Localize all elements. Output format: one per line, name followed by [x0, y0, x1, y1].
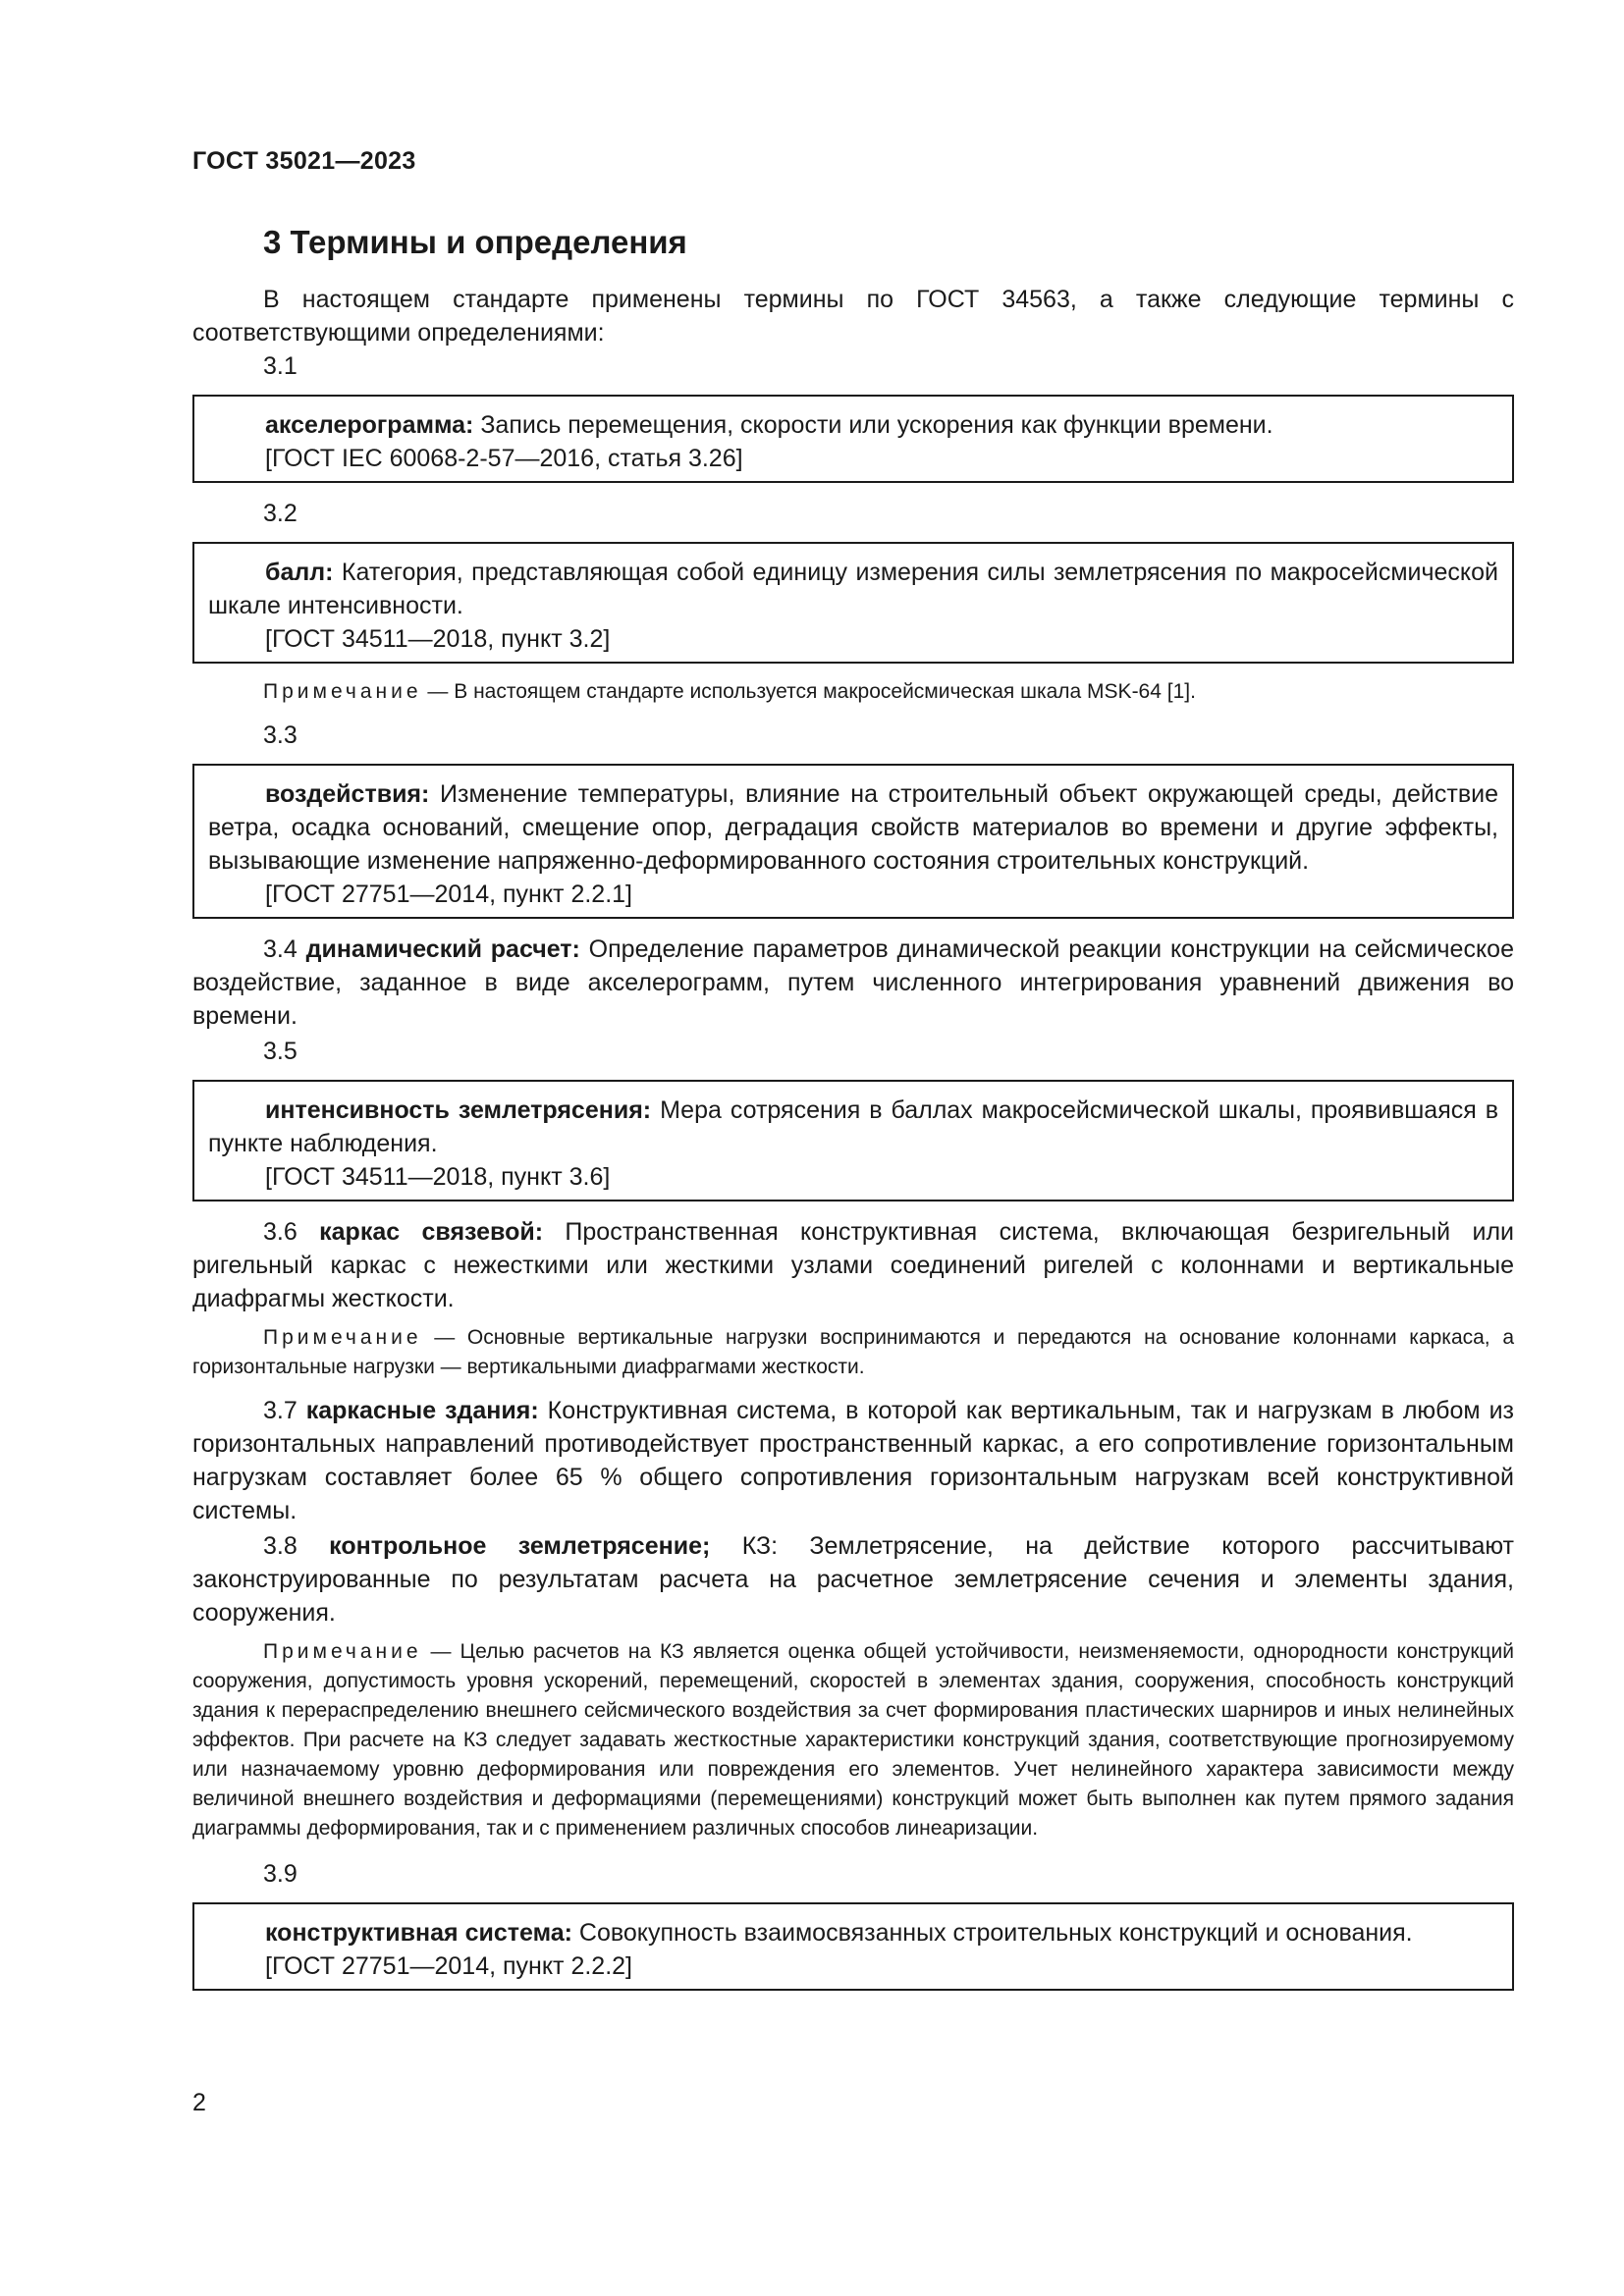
term-entry: [192, 933, 1514, 1033]
term-name: каркас связевой:: [319, 1218, 544, 1246]
entry-number: 3.4: [263, 935, 298, 963]
term-text: КЗ: Землетрясение, на действие которого рассчитывают законструированные по результатам расчета на расчетное землетрясение сечения и элементы здания, сооружения.: [192, 1532, 1514, 1627]
term-text: Конструктивная система, в которой как вертикальным, так и нагрузкам в любом из горизонтальных направлений противодействует пространственный каркас, а его сопротивление горизонтальным нагрузкам составляет более 65 % общего сопротивления горизонтальным нагрузкам всей конструктивной системы.: [192, 1397, 1514, 1524]
term-name: динамический расчет:: [305, 935, 580, 963]
entry-number: 3.3: [263, 721, 298, 749]
note-text: — Основные вертикальные нагрузки воспринимаются и передаются на основание колоннами каркаса, а горизонтальные нагрузки — вертикальными диафрагмами жесткости.: [192, 1326, 1514, 1378]
note-text: — Целью расчетов на КЗ является оценка общей устойчивости, неизменяемости, однородности конструкций сооружения, допустимость уровня ускорений, перемещений, скоростей в элементах здания, сооружения, способность конструкций здания к перераспределению внешнего сейсмического воздействия за счет формирования пластических шарниров и иных нелинейных эффектов. При расчете на КЗ следует задавать жесткостные характеристики конструкций здания, соответствующие прогнозируемому или назначаемому уровню деформирования или повреждения его элементов. Учет нелинейного характера зависимости между величиной внешнего воздействия и деформациями (перемещениями) конструкций может быть выполнен как путем прямого задания диаграммы деформирования, так и с применением различных способов линеаризации.: [192, 1640, 1514, 1840]
term-text: Категория, представляющая собой единицу измерения силы землетрясения по макросейсмической шкале интенсивности.: [208, 559, 1498, 619]
entry-number: 3.5: [263, 1038, 298, 1065]
term-name: воздействия:: [265, 780, 430, 808]
term-name: балл:: [265, 559, 334, 586]
term-source: [ГОСТ 34511—2018, пункт 3.6]: [265, 1163, 611, 1191]
section-content: [192, 283, 1514, 2004]
intro-paragraph: В настоящем стандарте применены термины по ГОСТ 34563, а также следующие термины с соответствующими определениями:: [192, 286, 1514, 347]
term-box: [192, 1080, 1514, 1201]
term-entry: [192, 1394, 1514, 1527]
term-box: [192, 395, 1514, 483]
term-definition: [208, 777, 1498, 878]
entry-number: 3.7: [263, 1397, 298, 1424]
term-definition: [208, 408, 1498, 442]
note: [192, 1637, 1514, 1843]
note-label: Примечание: [263, 680, 422, 703]
page-number: 2: [192, 2089, 206, 2116]
entry-number: 3.8: [263, 1532, 298, 1560]
term-box: [192, 542, 1514, 664]
term-definition: [208, 1916, 1498, 1949]
term-name: каркасные здания:: [305, 1397, 539, 1424]
term-text: Определение параметров динамической реакции конструкции на сейсмическое воздействие, заданное в виде акселерограмм, путем численного интегрирования уравнений движения во времени.: [192, 935, 1514, 1030]
term-box: [192, 1902, 1514, 1991]
term-definition: [208, 1094, 1498, 1160]
note-label: Примечание: [263, 1640, 422, 1663]
term-name: конструктивная система:: [265, 1919, 572, 1947]
term-entry: [192, 1529, 1514, 1629]
section-title: 3 Термины и определения: [263, 224, 687, 260]
term-source: [ГОСТ 34511—2018, пункт 3.2]: [265, 625, 611, 653]
term-definition: [208, 556, 1498, 622]
term-entry: [192, 1215, 1514, 1315]
note: [192, 1323, 1514, 1382]
term-text: Пространственная конструктивная система, включающая безригельный или ригельный каркас с нежесткими или жесткими узлами соединений ригелей с колоннами и вертикальные диафрагмы жесткости.: [192, 1218, 1514, 1312]
note-text: — В настоящем стандарте используется макросейсмическая шкала MSK-64 [1].: [421, 680, 1196, 703]
term-name: акселерограмма:: [265, 411, 474, 439]
term-text: Мера сотрясения в баллах макросейсмической шкалы, проявившаяся в пункте наблюдения.: [208, 1096, 1498, 1157]
entry-number: 3.1: [263, 352, 298, 380]
entry-number: 3.6: [263, 1218, 298, 1246]
term-name: контрольное землетрясение;: [329, 1532, 711, 1560]
document-code: ГОСТ 35021—2023: [192, 147, 416, 175]
entry-number: 3.2: [263, 500, 298, 527]
note: [192, 677, 1514, 707]
term-source: [ГОСТ 27751—2014, пункт 2.2.1]: [265, 881, 632, 908]
term-text: Запись перемещения, скорости или ускорения как функции времени.: [473, 411, 1273, 439]
term-source: [ГОСТ IEC 60068-2-57—2016, статья 3.26]: [265, 445, 743, 472]
term-box: [192, 764, 1514, 919]
term-source: [ГОСТ 27751—2014, пункт 2.2.2]: [265, 1952, 632, 1980]
note-label: Примечание: [263, 1326, 422, 1349]
term-text: Совокупность взаимосвязанных строительных конструкций и основания.: [571, 1919, 1413, 1947]
term-name: интенсивность землетрясения:: [265, 1096, 652, 1124]
term-text: Изменение температуры, влияние на строительный объект окружающей среды, действие ветра, осадка оснований, смещение опор, деградация свойств материалов во времени и другие эффекты, вызывающие изменение напряженно-деформированного состояния строительных конструкций.: [208, 780, 1498, 875]
entry-number: 3.9: [263, 1860, 298, 1888]
